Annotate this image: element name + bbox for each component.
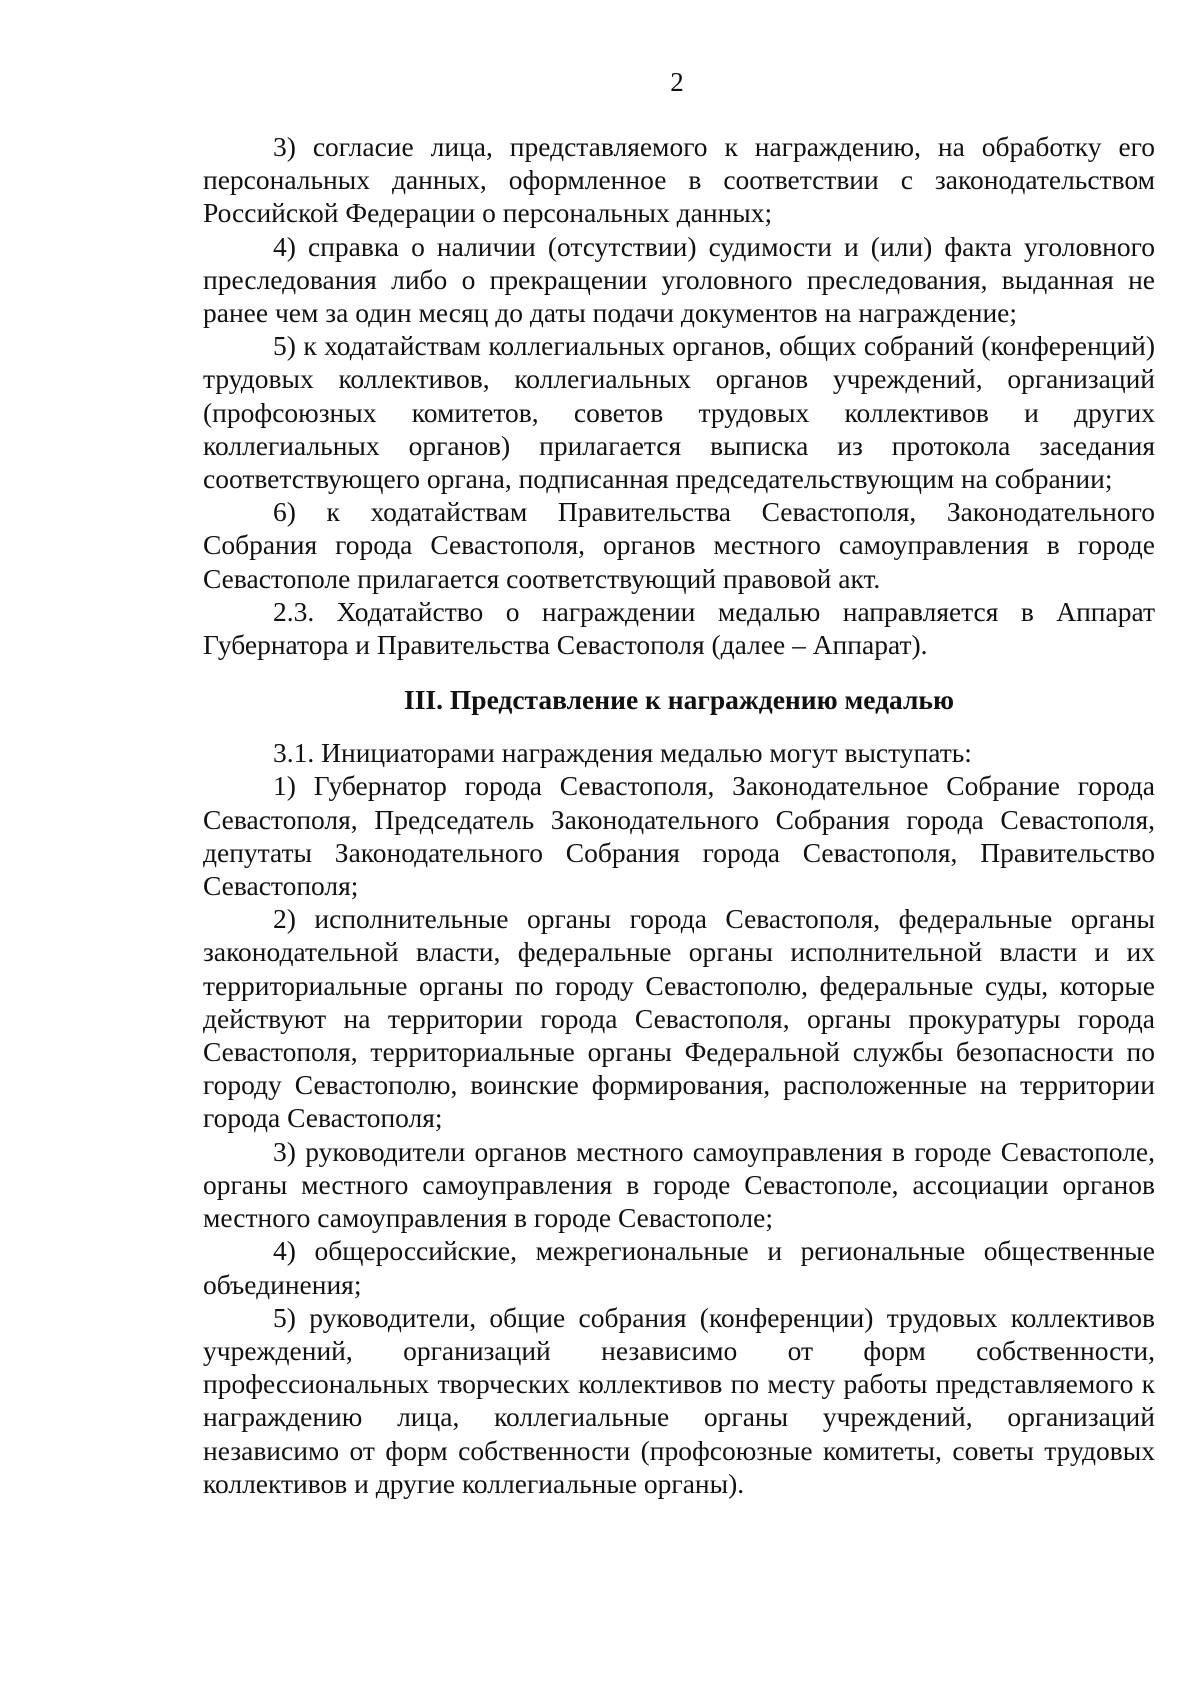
page-number: 2 — [670, 67, 684, 97]
initiator-item-5: 5) руководители, общие собрания (конференции) трудовых коллективов учреждений, организаций независимо от форм собственности, профессиональных творческих коллективов по месту работы представляемого к награждению лица, коллегиальные органы учреждений, организаций независимо от форм собственности (профсоюзные комитеты, советы трудовых коллективов и другие коллегиальные органы). — [203, 1301, 1155, 1499]
document-body — [203, 130, 1155, 1500]
list-item-6-legal-act: 6) к ходатайствам Правительства Севастополя, Законодательного Собрания города Севастополя, органов местного самоуправления в городе Севастополе прилагается соответствующий правовой акт. — [203, 496, 1155, 594]
clause-2-3: 2.3. Ходатайство о награждении медалью направляется в Аппарат Губернатора и Правительства Севастополя (далее – Аппарат). — [203, 595, 1155, 661]
clause-3-1: 3.1. Инициаторами награждения медалью могут выступать: — [273, 737, 972, 769]
initiator-item-4: 4) общероссийские, межрегиональные и региональные общественные объединения; — [203, 1235, 1155, 1300]
list-item-3-consent: 3) согласие лица, представляемого к награждению, на обработку его персональных данных, оформленное в соответствии с законодательством Российской Федерации о персональных данных; — [203, 131, 1155, 229]
section-heading: III. Представление к награждению медалью — [404, 684, 954, 716]
list-item-4-criminal-record: 4) справка о наличии (отсутствии) судимости и (или) факта уголовного преследования либо о прекращении уголовного преследования, выданная не ранее чем за один месяц до даты подачи документов на награждение; — [203, 230, 1155, 329]
initiator-item-3: 3) руководители органов местного самоуправления в городе Севастополе, органы местного самоуправления в городе Севастополе, ассоциации органов местного самоуправления в городе Севастополе; — [203, 1135, 1155, 1234]
initiator-item-1: 1) Губернатор города Севастополя, Законодательное Собрание города Севастополя, Председатель Законодательного Собрания города Севастополя, депутаты Законодательного Собрания города Севастополя, Правительство Севастополя; — [203, 770, 1155, 902]
list-item-5-collegial-bodies: 5) к ходатайствам коллегиальных органов, общих собраний (конференций) трудовых коллективов, коллегиальных органов учреждений, организаций (профсоюзных комитетов, советов трудовых коллективов и других коллегиальных органов) прилагается выписка из протокола заседания соответствующего органа, подписанная председательствующим на собрании; — [203, 330, 1155, 495]
initiator-item-2: 2) исполнительные органы города Севастополя, федеральные органы законодательной власти, федеральные органы исполнительной власти и их территориальные органы по городу Севастополю, федеральные суды, которые действуют на территории города Севастополя, органы прокуратуры города Севастополя, территориальные органы Федеральной службы безопасности по городу Севастополю, воинские формирования, расположенные на территории города Севастополя; — [203, 903, 1155, 1134]
